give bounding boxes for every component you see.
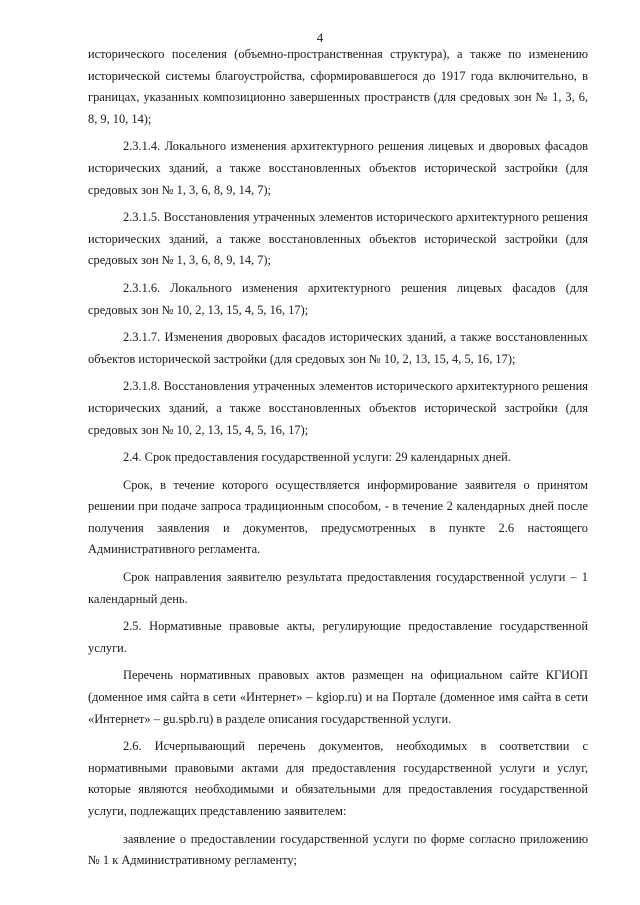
paragraph-legal-acts-list: Перечень нормативных правовых актов размещен на официальном сайте КГИОП (доменное имя сайта в сети «Интернет» – kgiop.ru) и на Портале (доменное имя сайта в сети «Интернет» – gu.spb.ru) в разделе описания государственной услуги. (88, 668, 588, 726)
paragraph-informing-term: Срок, в течение которого осуществляется информирование заявителя о принятом решении при подаче запроса традиционным способом, - в течение 2 календарных дней после получения заявления и документов, предусмотренных в пункте 2.6 настоящего Административного регламента. (88, 477, 588, 557)
document-body (88, 44, 588, 872)
page-number: 4 (316, 30, 324, 45)
paragraph-2-3-1-7: 2.3.1.7. Изменения дворовых фасадов исторических зданий, а также восстановленных объектов исторической застройки (для средовых зон № 10, 2, 13, 15, 4, 5, 16, 17); (88, 330, 588, 366)
paragraph-2-5: 2.5. Нормативные правовые акты, регулирующие предоставление государственной услуги. (88, 619, 588, 655)
paragraph-result-term: Срок направления заявителю результата предоставления государственной услуги – 1 календарный день. (88, 570, 588, 606)
paragraph-2-3-1-5: 2.3.1.5. Восстановления утраченных элементов исторического архитектурного решения исторических зданий, а также восстановленных объектов исторической застройки (для средовых зон № 1, 3, 6, 8, 9, 14, 7); (88, 210, 588, 268)
paragraph-2-3-1-6: 2.3.1.6. Локального изменения архитектурного решения лицевых фасадов (для средовых зон № 10, 2, 13, 15, 4, 5, 16, 17); (88, 280, 588, 317)
paragraph-2-3-1-8: 2.3.1.8. Восстановления утраченных элементов исторического архитектурного решения исторических зданий, а также восстановленных объектов исторической застройки (для средовых зон № 10, 2, 13, 15, 4, 5, 16, 17); (88, 379, 588, 437)
paragraph-continuation: исторического поселения (объемно-пространственная структура), а также по изменению исторической системы благоустройства, сформировавшегося до 1917 года включительно, в границах, указанных композиционно завершенных пространств (для средовых зон № 1, 3, 6, 8, 9, 10, 14); (88, 47, 588, 126)
paragraph-2-6: 2.6. Исчерпывающий перечень документов, необходимых в соответствии с нормативными правовыми актами для предоставления государственной услуги и услуг, которые являются необходимыми и обязательными для предоставления государственной услуги, подлежащих представлению заявителем: (88, 739, 588, 818)
paragraph-2-4: 2.4. Срок предоставления государственной услуги: 29 календарных дней. (123, 450, 511, 465)
paragraph-application-form: заявление о предоставлении государственной услуги по форме согласно приложению № 1 к Административному регламенту; (88, 831, 588, 868)
paragraph-2-3-1-4: 2.3.1.4. Локального изменения архитектурного решения лицевых и дворовых фасадов исторических зданий, а также восстановленных объектов исторической застройки (для средовых зон № 1, 3, 6, 8, 9, 14, 7); (88, 139, 588, 197)
